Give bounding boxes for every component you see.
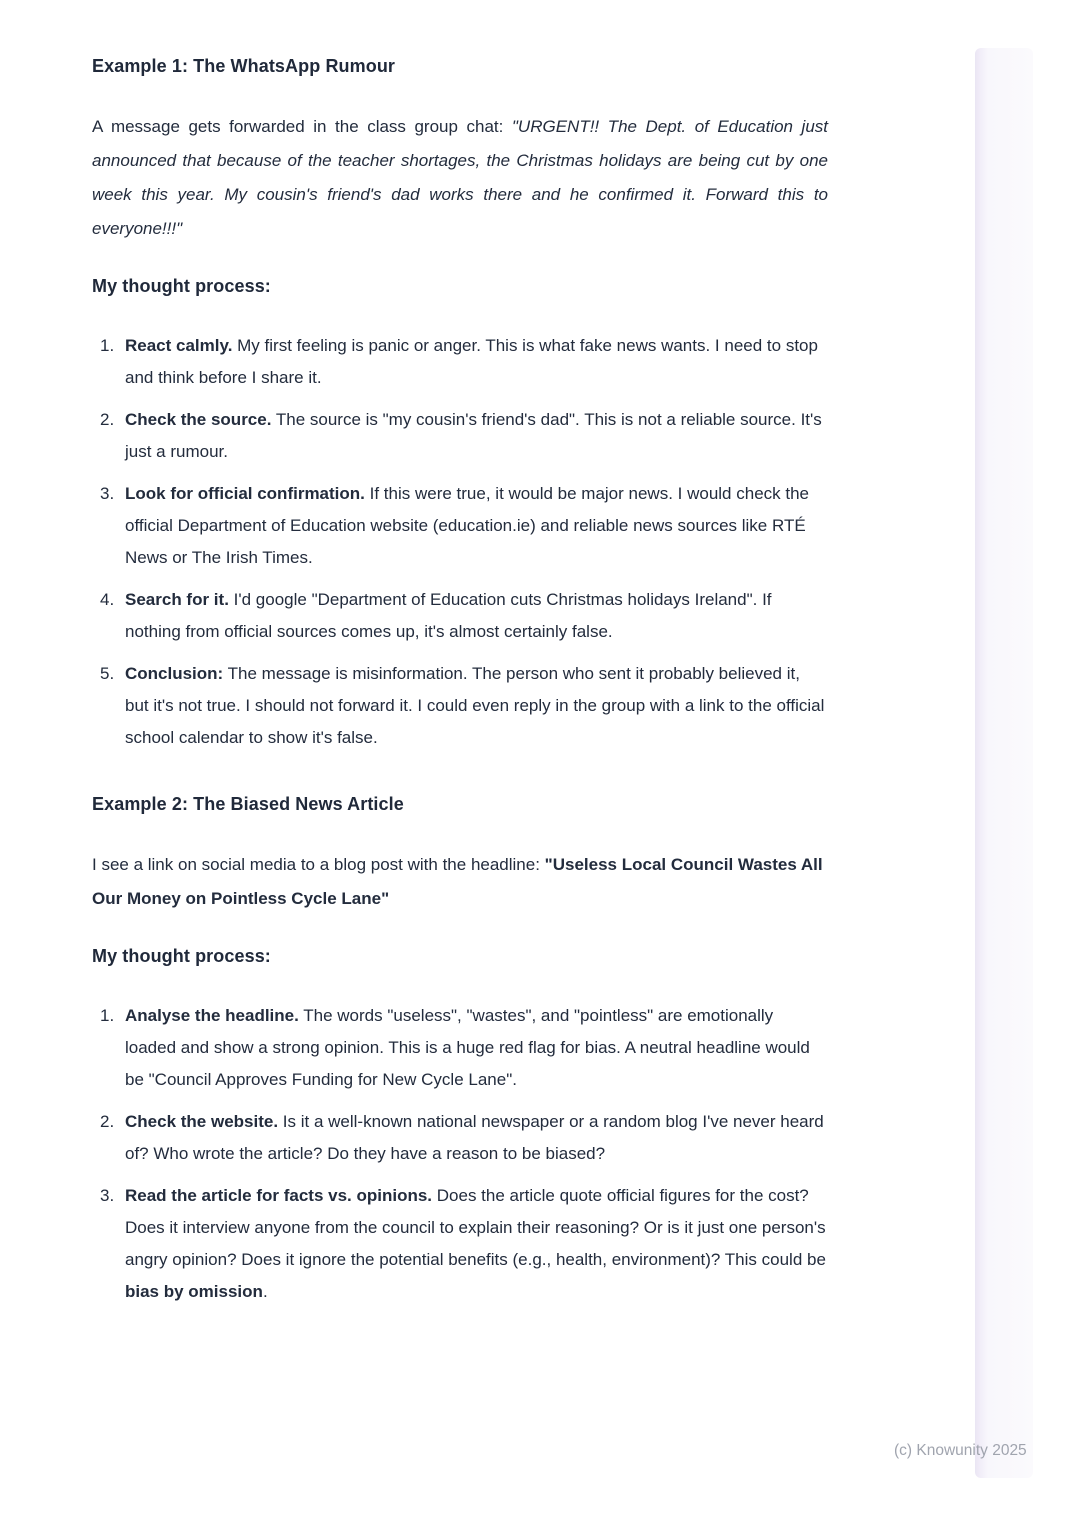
list-item xyxy=(92,478,828,574)
document-page xyxy=(92,54,828,1346)
example-1-section xyxy=(92,54,828,754)
list-number: 4. xyxy=(100,590,115,609)
list-item xyxy=(92,658,828,754)
example-2-scenario xyxy=(92,848,828,916)
example-2-thought-list xyxy=(92,1000,828,1308)
example-2-thought-process-heading: My thought process: xyxy=(92,946,271,966)
example-2-heading: Example 2: The Biased News Article xyxy=(92,794,404,814)
list-item-text: Conclusion: The message is misinformation. The person who sent it probably believed it, but it's not true. I should not forward it. I could even reply in the group with a link to the official school calendar to show it's false. xyxy=(125,664,825,747)
biased-headline: "Useless Local Council Wastes All Our Money on Pointless Cycle Lane" xyxy=(92,855,823,908)
example-2-section xyxy=(92,792,828,1308)
list-item xyxy=(92,1106,828,1170)
list-item-text: Read the article for facts vs. opinions. Does the article quote official figures for the cost? Does it interview anyone from the council to explain their reasoning? Or is it just one person's angry opinion? Does it ignore the potential benefits (e.g., health, environment)? This could be bias by omission. xyxy=(125,1186,826,1301)
example-1-scenario xyxy=(92,110,828,246)
next-page-edge xyxy=(975,48,1033,1478)
list-item xyxy=(92,1180,828,1308)
list-item-text: Analyse the headline. The words "useless", "wastes", and "pointless" are emotionally loaded and show a strong opinion. This is a huge red flag for bias. A neutral headline would be "Council Approves Funding for New Cycle Lane". xyxy=(125,1006,810,1089)
example-1-thought-process-heading: My thought process: xyxy=(92,276,271,296)
list-item-text: Look for official confirmation. If this were true, it would be major news. I would check the official Department of Education website (education.ie) and reliable news sources like RTÉ News or The Irish Times. xyxy=(125,484,809,567)
list-number: 3. xyxy=(100,1186,115,1205)
copyright-watermark: (c) Knowunity 2025 xyxy=(894,1442,1027,1459)
list-item xyxy=(92,1000,828,1096)
list-number: 5. xyxy=(100,664,115,683)
scenario-intro: A message gets forwarded in the class group chat: xyxy=(92,117,512,136)
list-item-text: Check the source. The source is "my cousin's friend's dad". This is not a reliable source. It's just a rumour. xyxy=(125,410,822,461)
list-item xyxy=(92,330,828,394)
list-number: 2. xyxy=(100,1112,115,1131)
scenario-intro: I see a link on social media to a blog post with the headline: xyxy=(92,855,545,874)
list-number: 1. xyxy=(100,336,115,355)
list-item xyxy=(92,584,828,648)
example-1-heading: Example 1: The WhatsApp Rumour xyxy=(92,56,396,76)
quoted-whatsapp-message: "URGENT!! The Dept. of Education just announced that because of the teacher shortages, the Christmas holidays are being cut by one week this year. My cousin's friend's dad works there and he confirmed it. Forward this to everyone!!!" xyxy=(92,117,829,238)
list-number: 3. xyxy=(100,484,115,503)
list-item-text: React calmly. My first feeling is panic or anger. This is what fake news wants. I need to stop and think before I share it. xyxy=(125,336,818,387)
bias-by-omission-term: bias by omission xyxy=(125,1282,263,1301)
list-number: 2. xyxy=(100,410,115,429)
example-1-thought-list xyxy=(92,330,828,754)
list-number: 1. xyxy=(100,1006,115,1025)
list-item-text: Check the website. Is it a well-known national newspaper or a random blog I've never heard of? Who wrote the article? Do they have a reason to be biased? xyxy=(125,1112,824,1163)
list-item xyxy=(92,404,828,468)
list-item-text: Search for it. I'd google "Department of Education cuts Christmas holidays Ireland". If nothing from official sources comes up, it's almost certainly false. xyxy=(125,590,772,641)
